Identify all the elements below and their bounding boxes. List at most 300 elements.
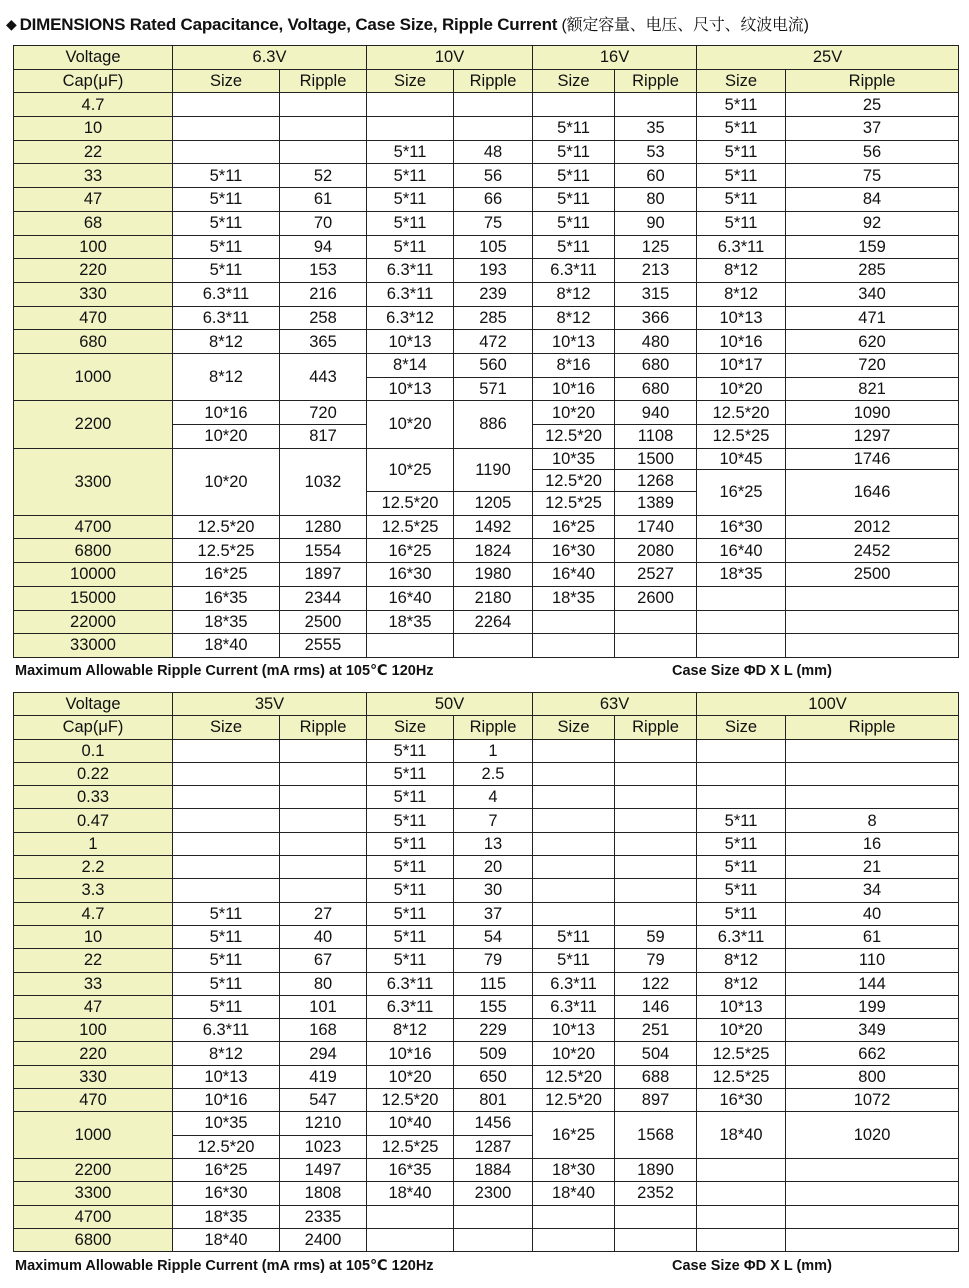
ripple-cell: 60 [615, 164, 697, 188]
table-row [14, 634, 959, 658]
ripple-cell: 650 [454, 1065, 533, 1088]
table-row [14, 1158, 959, 1181]
size-header: Size [367, 716, 454, 739]
ripple-cell [786, 1205, 959, 1228]
ripple-cell: 1032 [280, 448, 367, 515]
size-cell: 5*11 [367, 164, 454, 188]
ripple-cell: 2080 [615, 539, 697, 563]
size-cell [697, 586, 786, 610]
size-cell: 10*13 [367, 330, 454, 354]
ripple-cell [615, 93, 697, 117]
size-cell [173, 856, 280, 879]
size-cell: 16*25 [173, 1158, 280, 1181]
ripple-cell: 216 [280, 282, 367, 306]
ripple-cell: 1190 [454, 448, 533, 491]
ripple-cell: 2555 [280, 634, 367, 658]
ripple-cell: 2300 [454, 1182, 533, 1205]
voltage-column-header: 25V [697, 46, 959, 70]
ripple-cell [786, 1228, 959, 1251]
table-row [14, 140, 959, 164]
ripple-cell: 70 [280, 211, 367, 235]
ripple-cell [280, 809, 367, 832]
cap-cell: 4.7 [14, 93, 173, 117]
size-cell: 12.5*25 [697, 1065, 786, 1088]
ripple-cell: 251 [615, 1019, 697, 1042]
size-cell: 5*11 [173, 949, 280, 972]
size-cell [173, 879, 280, 902]
size-cell [367, 93, 454, 117]
ripple-cell: 471 [786, 306, 959, 330]
cap-cell: 100 [14, 1019, 173, 1042]
ripple-cell: 662 [786, 1042, 959, 1065]
table-row [14, 610, 959, 634]
size-cell [367, 117, 454, 141]
cap-cell: 10 [14, 925, 173, 948]
ripple-cell [786, 762, 959, 785]
table-row [14, 949, 959, 972]
size-cell: 5*11 [697, 902, 786, 925]
ripple-cell: 800 [786, 1065, 959, 1088]
ripple-cell: 801 [454, 1089, 533, 1112]
size-cell: 12.5*20 [173, 1135, 280, 1158]
size-header: Size [173, 716, 280, 739]
size-cell: 5*11 [533, 925, 615, 948]
size-cell: 5*11 [367, 925, 454, 948]
ripple-cell: 66 [454, 188, 533, 212]
size-cell: 16*25 [173, 563, 280, 587]
ripple-cell: 2400 [280, 1228, 367, 1251]
size-cell: 12.5*25 [533, 492, 615, 516]
size-cell: 5*11 [697, 832, 786, 855]
table-row [14, 762, 959, 785]
ripple-cell: 16 [786, 832, 959, 855]
ripple-cell [280, 879, 367, 902]
size-cell: 5*11 [173, 925, 280, 948]
ripple-cell: 509 [454, 1042, 533, 1065]
ripple-cell: 897 [615, 1089, 697, 1112]
size-cell: 5*11 [697, 117, 786, 141]
size-cell: 10*20 [533, 401, 615, 425]
cap-cell: 22 [14, 949, 173, 972]
size-cell: 6.3*11 [173, 282, 280, 306]
case-size-note-1: Case Size ΦD X L (mm) [672, 663, 832, 679]
cap-cell: 6800 [14, 539, 173, 563]
ripple-cell: 1108 [615, 425, 697, 449]
ripple-cell: 2264 [454, 610, 533, 634]
size-cell [697, 739, 786, 762]
ripple-cell: 110 [786, 949, 959, 972]
ripple-cell: 2352 [615, 1182, 697, 1205]
table-row [14, 739, 959, 762]
size-cell [173, 140, 280, 164]
size-header: Size [367, 69, 454, 93]
size-cell: 10*20 [367, 1065, 454, 1088]
size-cell: 5*11 [697, 140, 786, 164]
size-cell [533, 1205, 615, 1228]
table-row [14, 93, 959, 117]
size-cell: 5*11 [173, 972, 280, 995]
ripple-cell: 2527 [615, 563, 697, 587]
ripple-cell: 34 [786, 879, 959, 902]
ripple-cell: 720 [280, 401, 367, 425]
size-cell: 18*40 [173, 1228, 280, 1251]
size-cell: 8*12 [367, 1019, 454, 1042]
table-row [14, 972, 959, 995]
size-cell: 8*12 [697, 259, 786, 283]
ripple-cell: 365 [280, 330, 367, 354]
size-cell: 5*11 [367, 879, 454, 902]
ripple-cell: 101 [280, 995, 367, 1018]
size-header: Size [533, 69, 615, 93]
ripple-cell: 1497 [280, 1158, 367, 1181]
size-cell: 12.5*25 [173, 539, 280, 563]
size-cell: 10*35 [173, 1112, 280, 1135]
size-cell: 18*35 [367, 610, 454, 634]
size-cell: 12.5*20 [533, 425, 615, 449]
size-cell: 10*45 [697, 448, 786, 470]
size-cell: 5*11 [367, 832, 454, 855]
ripple-cell: 1023 [280, 1135, 367, 1158]
size-cell: 5*11 [697, 879, 786, 902]
ripple-cell: 2.5 [454, 762, 533, 785]
ripple-cell [454, 117, 533, 141]
size-cell [367, 1205, 454, 1228]
ripple-cell: 90 [615, 211, 697, 235]
ripple-cell: 1568 [615, 1112, 697, 1159]
ripple-cell: 40 [786, 902, 959, 925]
voltage-column-header: 35V [173, 693, 367, 716]
ripple-cell: 79 [454, 949, 533, 972]
size-cell: 10*20 [367, 401, 454, 448]
cap-cell: 1000 [14, 353, 173, 400]
size-cell: 16*30 [697, 1089, 786, 1112]
ripple-cell [786, 634, 959, 658]
cap-cell: 2200 [14, 401, 173, 448]
size-cell: 5*11 [173, 188, 280, 212]
ripple-cell [280, 117, 367, 141]
table-row [14, 448, 959, 470]
case-size-note-2: Case Size ΦD X L (mm) [672, 1258, 832, 1274]
ripple-cell [615, 902, 697, 925]
ripple-cell: 1897 [280, 563, 367, 587]
cap-cell: 330 [14, 1065, 173, 1088]
table-row [14, 515, 959, 539]
ripple-cell [786, 610, 959, 634]
diamond-icon: ◆ [6, 16, 17, 32]
cap-header: Cap(μF) [14, 69, 173, 93]
size-cell: 16*40 [697, 539, 786, 563]
size-cell: 5*11 [173, 211, 280, 235]
ripple-cell: 40 [280, 925, 367, 948]
ripple-cell: 315 [615, 282, 697, 306]
ripple-cell: 13 [454, 832, 533, 855]
size-cell: 5*11 [367, 902, 454, 925]
size-cell: 8*12 [533, 282, 615, 306]
table-row [14, 539, 959, 563]
size-cell [533, 1228, 615, 1251]
ripple-cell: 84 [786, 188, 959, 212]
ripple-cell [786, 586, 959, 610]
size-cell: 12.5*25 [697, 1042, 786, 1065]
cap-cell: 0.33 [14, 786, 173, 809]
cap-cell: 3300 [14, 1182, 173, 1205]
size-cell: 8*14 [367, 353, 454, 377]
ripple-cell: 52 [280, 164, 367, 188]
size-cell: 18*30 [533, 1158, 615, 1181]
size-cell: 6.3*12 [367, 306, 454, 330]
voltage-column-header: 50V [367, 693, 533, 716]
size-cell [533, 902, 615, 925]
size-cell: 5*11 [367, 140, 454, 164]
size-cell: 8*12 [173, 1042, 280, 1065]
size-cell: 5*11 [367, 739, 454, 762]
size-cell: 10*13 [697, 306, 786, 330]
ripple-cell: 720 [786, 353, 959, 377]
size-cell [533, 762, 615, 785]
ripple-cell: 239 [454, 282, 533, 306]
cap-cell: 1000 [14, 1112, 173, 1159]
ripple-cell: 105 [454, 235, 533, 259]
size-cell [533, 879, 615, 902]
ripple-cell [615, 762, 697, 785]
ripple-cell: 560 [454, 353, 533, 377]
ripple-cell [615, 879, 697, 902]
size-cell [697, 762, 786, 785]
ripple-cell [615, 739, 697, 762]
size-cell: 6.3*11 [173, 1019, 280, 1042]
size-cell: 6.3*11 [697, 925, 786, 948]
voltage-column-header: 100V [697, 693, 959, 716]
table-row [14, 1065, 959, 1088]
size-cell: 5*11 [533, 140, 615, 164]
size-cell: 10*20 [697, 1019, 786, 1042]
size-cell: 8*12 [697, 282, 786, 306]
ripple-cell: 443 [280, 353, 367, 400]
table-row [14, 925, 959, 948]
size-cell: 10*20 [173, 448, 280, 515]
ripple-cell: 821 [786, 377, 959, 401]
size-cell: 5*11 [367, 809, 454, 832]
table-row [14, 164, 959, 188]
size-cell: 10*16 [367, 1042, 454, 1065]
size-cell [367, 1228, 454, 1251]
size-cell: 12.5*20 [533, 470, 615, 492]
ripple-cell: 146 [615, 995, 697, 1018]
table-row [14, 1228, 959, 1251]
size-cell: 8*12 [697, 949, 786, 972]
ripple-cell: 75 [786, 164, 959, 188]
table-row [14, 1205, 959, 1228]
size-cell [533, 856, 615, 879]
size-cell [533, 610, 615, 634]
ripple-cell [615, 634, 697, 658]
table-row [14, 809, 959, 832]
size-cell: 6.3*11 [533, 995, 615, 1018]
ripple-cell: 1824 [454, 539, 533, 563]
ripple-cell: 1072 [786, 1089, 959, 1112]
cap-cell: 680 [14, 330, 173, 354]
ripple-cell: 35 [615, 117, 697, 141]
ripple-cell [615, 832, 697, 855]
size-cell: 6.3*11 [173, 306, 280, 330]
page-title [6, 12, 809, 35]
size-cell: 12.5*20 [173, 515, 280, 539]
ripple-cell [280, 739, 367, 762]
subheader-row [14, 716, 959, 739]
ripple-cell: 340 [786, 282, 959, 306]
ripple-cell: 285 [786, 259, 959, 283]
ripple-cell [615, 1205, 697, 1228]
size-cell: 6.3*11 [533, 972, 615, 995]
cap-header: Cap(μF) [14, 716, 173, 739]
voltage-column-header: 63V [533, 693, 697, 716]
voltage-column-header: 6.3V [173, 46, 367, 70]
ripple-cell: 48 [454, 140, 533, 164]
ripple-cell [786, 739, 959, 762]
cap-cell: 4700 [14, 1205, 173, 1228]
ripple-cell [280, 762, 367, 785]
cap-cell: 33000 [14, 634, 173, 658]
table-row [14, 995, 959, 1018]
ripple-cell: 229 [454, 1019, 533, 1042]
size-cell: 10*13 [367, 377, 454, 401]
size-cell: 12.5*20 [533, 1065, 615, 1088]
ripple-cell: 349 [786, 1019, 959, 1042]
size-cell [173, 117, 280, 141]
size-cell: 16*25 [367, 539, 454, 563]
ripple-cell: 2012 [786, 515, 959, 539]
size-cell [697, 1182, 786, 1205]
table-row [14, 235, 959, 259]
cap-cell: 0.22 [14, 762, 173, 785]
size-cell: 5*11 [697, 809, 786, 832]
ripple-cell: 153 [280, 259, 367, 283]
ripple-cell: 1 [454, 739, 533, 762]
ripple-cell: 940 [615, 401, 697, 425]
ripple-cell: 1500 [615, 448, 697, 470]
ripple-cell: 1280 [280, 515, 367, 539]
dimension-table-1 [13, 45, 959, 658]
cap-cell: 47 [14, 995, 173, 1018]
ripple-cell: 1389 [615, 492, 697, 516]
ripple-cell [280, 93, 367, 117]
size-cell [533, 93, 615, 117]
size-cell: 16*40 [533, 563, 615, 587]
size-cell: 10*16 [533, 377, 615, 401]
size-cell: 10*25 [367, 448, 454, 491]
size-cell: 8*16 [533, 353, 615, 377]
table-row [14, 282, 959, 306]
size-cell [173, 832, 280, 855]
size-cell: 18*35 [533, 586, 615, 610]
ripple-cell [615, 610, 697, 634]
cap-cell: 6800 [14, 1228, 173, 1251]
ripple-cell: 61 [280, 188, 367, 212]
ripple-cell: 27 [280, 902, 367, 925]
size-cell: 16*30 [367, 563, 454, 587]
ripple-cell: 8 [786, 809, 959, 832]
ripple-cell: 2335 [280, 1205, 367, 1228]
size-cell: 10*20 [697, 377, 786, 401]
size-cell: 5*11 [533, 235, 615, 259]
table-row [14, 211, 959, 235]
ripple-cell: 1268 [615, 470, 697, 492]
size-cell [533, 832, 615, 855]
voltage-header: Voltage [14, 46, 173, 70]
size-cell: 6.3*11 [367, 282, 454, 306]
ripple-cell: 1980 [454, 563, 533, 587]
size-cell: 5*11 [173, 164, 280, 188]
ripple-cell: 56 [786, 140, 959, 164]
ripple-cell: 80 [280, 972, 367, 995]
ripple-header: Ripple [786, 69, 959, 93]
table-row [14, 1042, 959, 1065]
cap-cell: 10 [14, 117, 173, 141]
ripple-cell [615, 1228, 697, 1251]
table-row [14, 832, 959, 855]
size-cell: 5*11 [173, 259, 280, 283]
ripple-cell: 1210 [280, 1112, 367, 1135]
size-cell: 16*40 [367, 586, 454, 610]
ripple-cell: 53 [615, 140, 697, 164]
ripple-cell: 2500 [280, 610, 367, 634]
cap-cell: 220 [14, 1042, 173, 1065]
ripple-cell: 168 [280, 1019, 367, 1042]
size-cell: 18*35 [173, 610, 280, 634]
table-row [14, 563, 959, 587]
size-cell: 6.3*11 [367, 259, 454, 283]
size-cell: 10*20 [173, 425, 280, 449]
size-cell: 5*11 [367, 211, 454, 235]
ripple-cell: 79 [615, 949, 697, 972]
ripple-cell: 1456 [454, 1112, 533, 1135]
ripple-cell: 155 [454, 995, 533, 1018]
ripple-cell: 59 [615, 925, 697, 948]
ripple-cell: 1205 [454, 492, 533, 516]
table-row [14, 1019, 959, 1042]
size-cell: 16*30 [697, 515, 786, 539]
size-cell: 10*16 [173, 401, 280, 425]
table-row [14, 353, 959, 377]
size-cell: 5*11 [367, 786, 454, 809]
size-cell: 10*20 [533, 1042, 615, 1065]
cap-cell: 4.7 [14, 902, 173, 925]
ripple-cell [280, 856, 367, 879]
ripple-cell: 1287 [454, 1135, 533, 1158]
cap-cell: 47 [14, 188, 173, 212]
size-cell: 8*12 [173, 353, 280, 400]
size-cell: 10*13 [697, 995, 786, 1018]
size-header: Size [533, 716, 615, 739]
ripple-cell [786, 786, 959, 809]
cap-cell: 22 [14, 140, 173, 164]
ripple-cell: 366 [615, 306, 697, 330]
ripple-cell: 37 [786, 117, 959, 141]
size-cell: 5*11 [697, 93, 786, 117]
ripple-cell [454, 634, 533, 658]
ripple-cell: 80 [615, 188, 697, 212]
size-cell: 10*13 [533, 330, 615, 354]
size-cell: 18*40 [533, 1182, 615, 1205]
size-header: Size [697, 716, 786, 739]
size-cell: 16*25 [533, 1112, 615, 1159]
ripple-cell: 61 [786, 925, 959, 948]
cap-cell: 3.3 [14, 879, 173, 902]
cap-cell: 220 [14, 259, 173, 283]
cap-cell: 0.1 [14, 739, 173, 762]
size-cell [173, 93, 280, 117]
size-cell [533, 739, 615, 762]
